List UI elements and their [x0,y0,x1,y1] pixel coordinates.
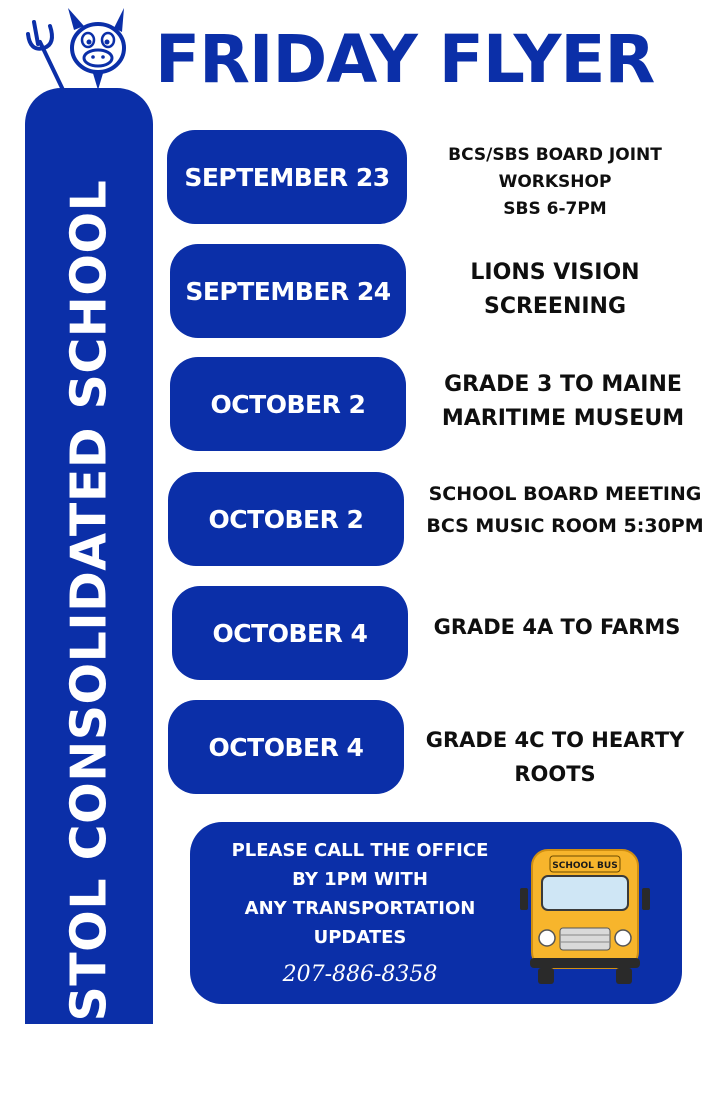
school-bus-icon [520,842,650,992]
event-date-2: SEPTEMBER 24 [170,244,406,338]
event-description-1: BCS/SBS BOARD JOINT WORKSHOP SBS 6-7PM [448,145,662,219]
event-date-5: OCTOBER 4 [172,586,408,680]
notice-text: PLEASE CALL THE OFFICE BY 1PM WITH ANY TRANSPORTATION UPDATES [231,840,489,948]
bus-sign-text: SCHOOL BUS [552,861,618,871]
transportation-notice [190,822,682,1004]
devil-mascot-icon [22,4,132,94]
school-name: BRISTOL CONSOLIDATED SCHOOL [60,179,118,1116]
event-description-5: GRADE 4A TO FARMS [433,615,681,639]
event-date-4: OCTOBER 2 [168,472,404,566]
event-date-6: OCTOBER 4 [168,700,404,794]
event-date-3: OCTOBER 2 [170,357,406,451]
event-description-6: GRADE 4C TO HEARTY ROOTS [425,728,685,786]
event-description-2: LIONS VISION SCREENING [470,260,640,319]
event-date-1: SEPTEMBER 23 [167,130,407,224]
event-description-4: SCHOOL BOARD MEETING BCS MUSIC ROOM 5:30PM [426,483,704,537]
event-description-3: GRADE 3 TO MAINE MARITIME MUSEUM [441,372,685,431]
side-banner [25,88,153,1116]
page-title: FRIDAY FLYER [155,21,655,98]
phone-number: 207-886-8358 [282,962,438,987]
